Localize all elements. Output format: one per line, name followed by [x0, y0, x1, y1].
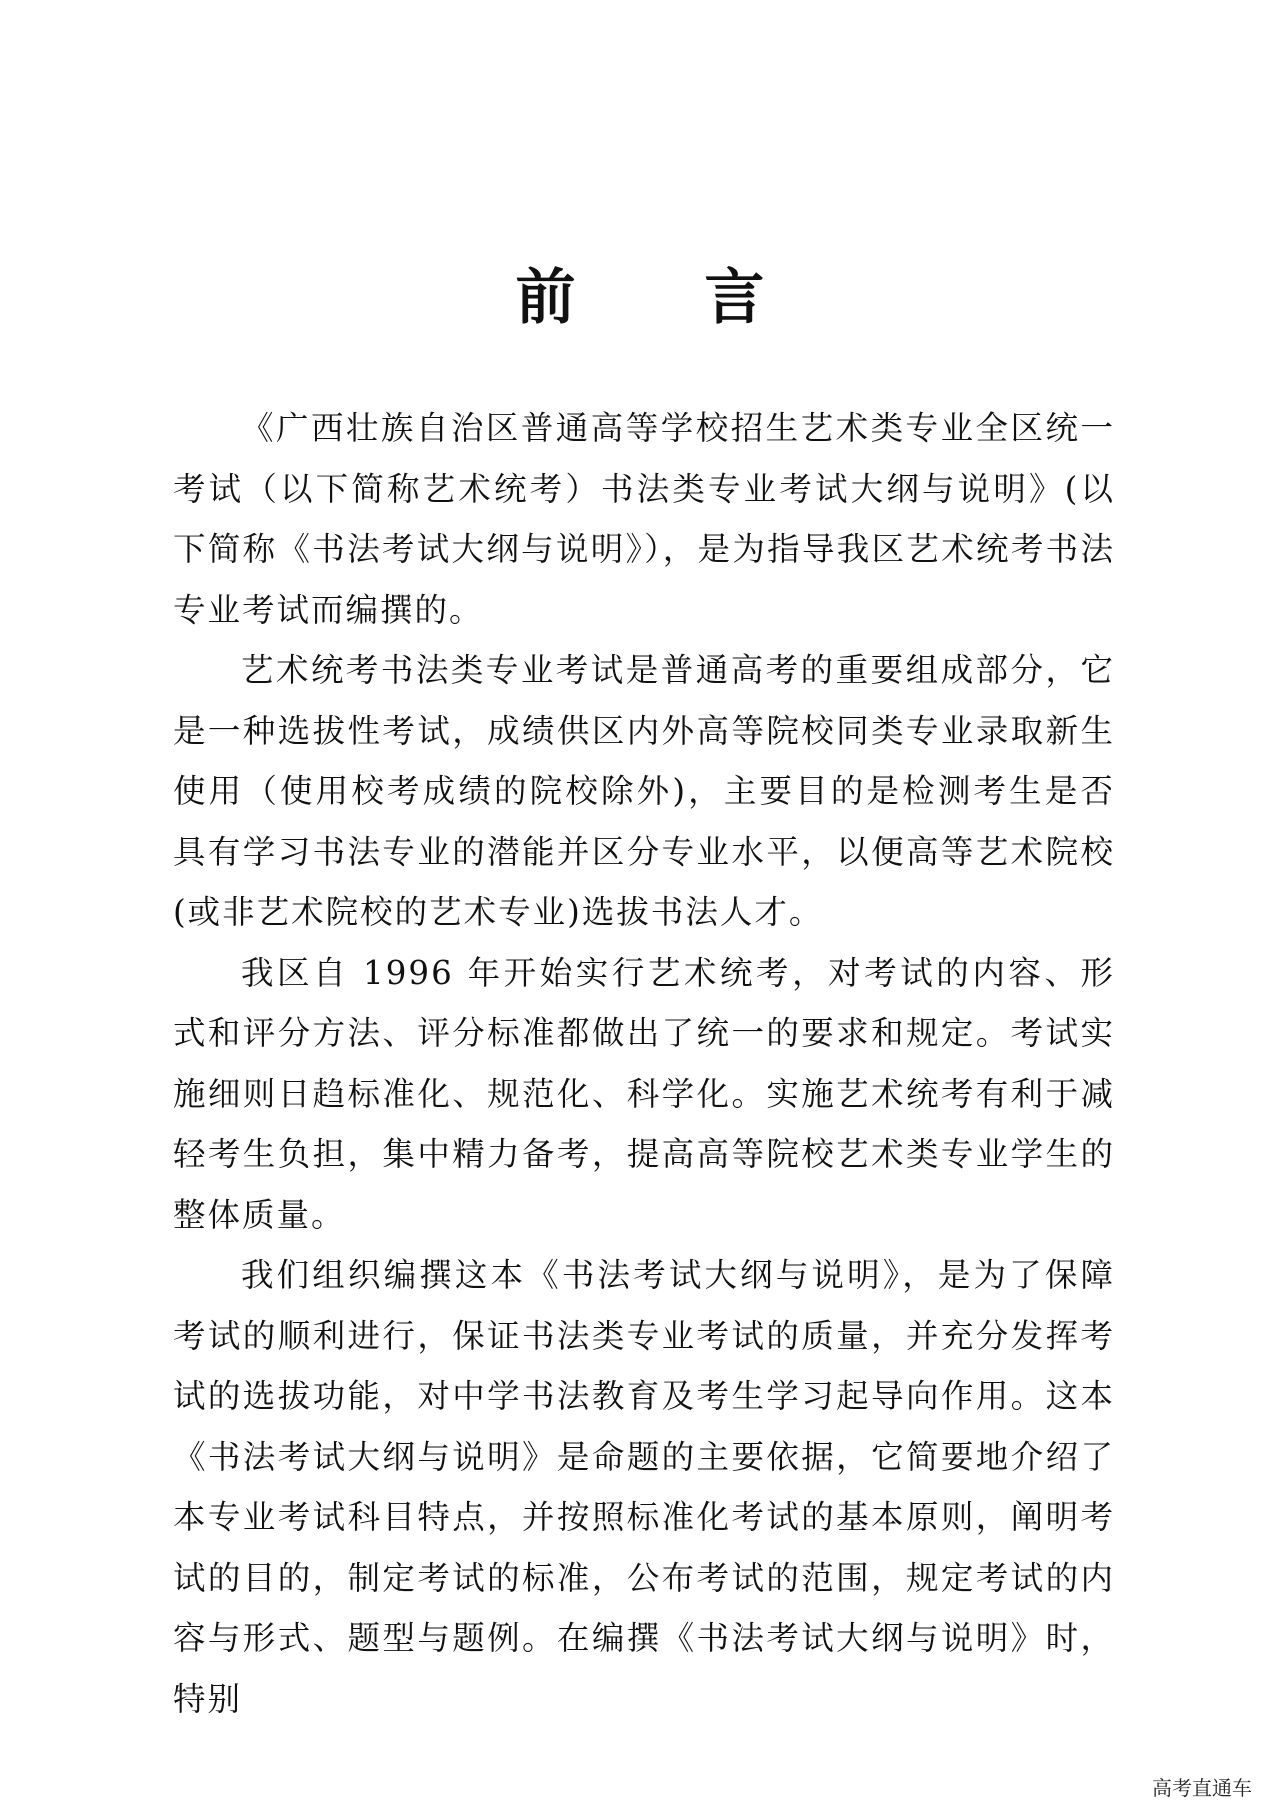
preface-body	[173, 398, 1115, 1729]
paragraph-3: 我区自 1996 年开始实行艺术统考，对考试的内容、形式和评分方法、评分标准都做出了统一的要求和规定。考试实施细则日趋标准化、规范化、科学化。实施艺术统考有利于减轻考生负担，集中精力备考，提高高等院校艺术类专业学生的整体质量。	[173, 953, 1115, 1234]
paragraph-2: 艺术统考书法类专业考试是普通高考的重要组成部分，它是一种选拔性考试，成绩供区内外高等院校同类专业录取新生使用（使用校考成绩的院校除外)，主要目的是检测考生是否具有学习书法专业的潜能并区分专业水平，以便高等艺术院校(或非艺术院校的艺术专业)选拔书法人才。	[173, 651, 1115, 931]
page-title: 前 言	[515, 263, 819, 333]
watermark-label: 高考直通车	[1152, 1776, 1252, 1800]
paragraph-4: 我们组织编撰这本《书法考试大纲与说明》，是为了保障考试的顺利进行，保证书法类专业考试的质量，并充分发挥考试的选拔功能，对中学书法教育及考生学习起导向作用。这本《书法考试大纲与说明》是命题的主要依据，它简要地介绍了本专业考试科目特点，并按照标准化考试的基本原则，阐明考试的目的，制定考试的标准，公布考试的范围，规定考试的内容与形式、题型与题例。在编撰《书法考试大纲与说明》时，特别	[173, 1256, 1115, 1718]
paragraph-1: 《广西壮族自治区普通高等学校招生艺术类专业全区统一考试（以下简称艺术统考）书法类专业考试大纲与说明》(以下简称《书法考试大纲与说明》），是为指导我区艺术统考书法专业考试而编撰的。	[173, 409, 1115, 629]
